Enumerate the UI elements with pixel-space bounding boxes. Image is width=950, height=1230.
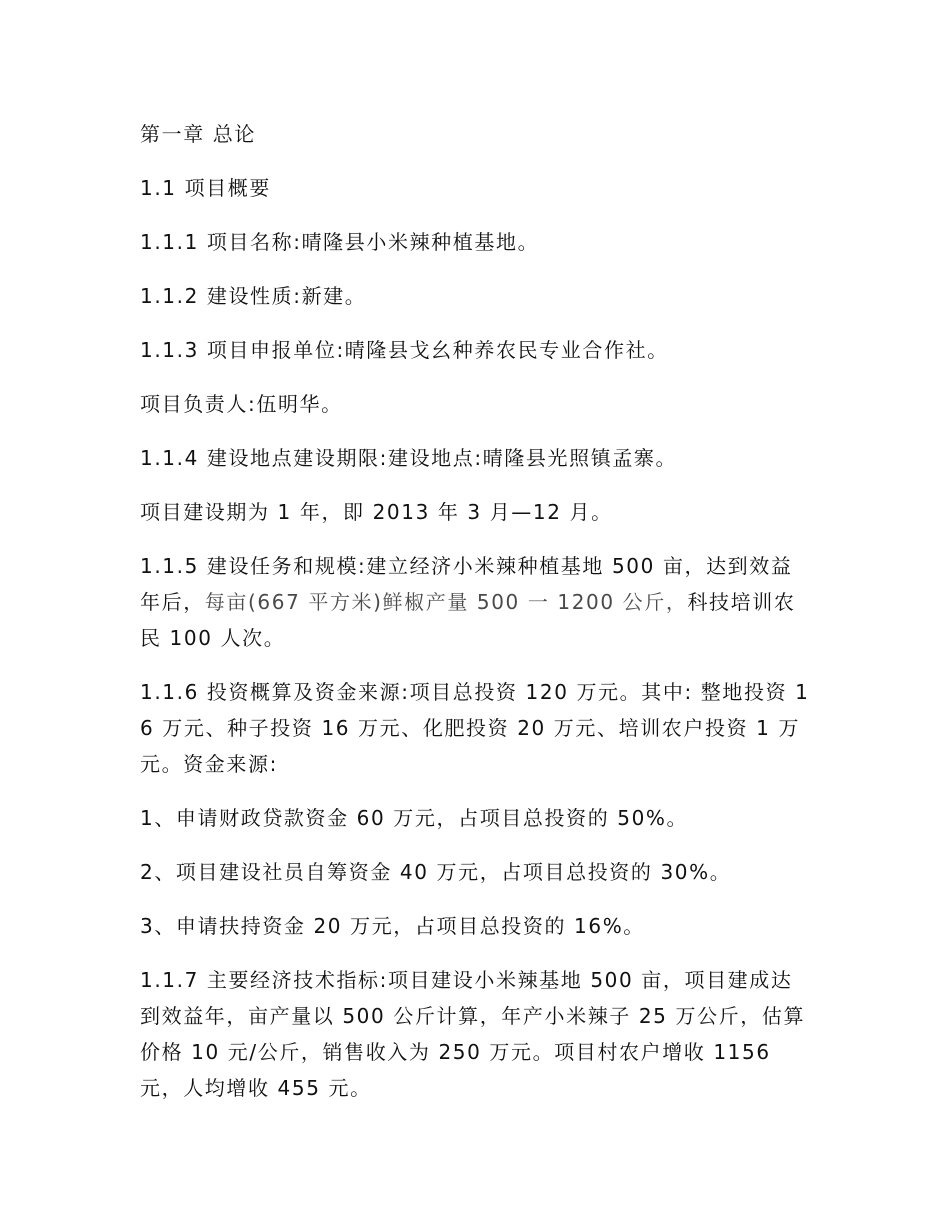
economic-indicators-paragraph: 1.1.7 主要经济技术指标:项目建设小米辣基地 500 亩，项目建成达到效益年，亩产量以 500 公斤计算，年产小米辣子 25 万公斤，估算价格 10 元/公斤，销售收入为 250 万元。项目村农户增收 1156 元，人均增收 455 元。 <box>140 968 806 1100</box>
fund-source-item-1: 1、申请财政贷款资金 60 万元，占项目总投资的 50%。 <box>140 806 689 830</box>
document-body <box>140 116 812 1124</box>
project-name-paragraph: 1.1.1 项目名称:晴隆县小米辣种植基地。 <box>140 230 540 254</box>
fund-source-item-3: 3、申请扶持资金 20 万元，占项目总投资的 16%。 <box>140 914 645 938</box>
project-leader-paragraph: 项目负责人:伍明华。 <box>140 392 343 416</box>
applicant-unit-paragraph: 1.1.3 项目申报单位:晴隆县戈幺种养农民专业合作社。 <box>140 338 669 362</box>
location-paragraph: 1.1.4 建设地点建设期限:建设地点:晴隆县光照镇孟寨。 <box>140 446 678 470</box>
investment-paragraph: 1.1.6 投资概算及资金来源:项目总投资 120 万元。其中: 整地投资 16 万元、种子投资 16 万元、化肥投资 20 万元、培训农户投资 1 万元。资金来源: <box>140 680 810 776</box>
scale-text-part-2: 每亩(667 平方米)鲜椒产量 500 一 1200 公斤， <box>204 590 688 614</box>
scale-text-part-3: 科技培训农民 100 人次。 <box>140 590 796 650</box>
fund-source-item-2: 2、项目建设社员自筹资金 40 万元，占项目总投资的 30%。 <box>140 860 732 884</box>
scale-paragraph <box>140 548 812 656</box>
scale-text-part-1: 1.1.5 建设任务和规模:建立经济小米辣种植基地 500 亩，达到效益年后， <box>140 554 793 614</box>
construction-nature-paragraph: 1.1.2 建设性质:新建。 <box>140 284 367 308</box>
construction-period-paragraph: 项目建设期为 1 年，即 2013 年 3 月—12 月。 <box>140 500 613 524</box>
chapter-title: 第一章 总论 <box>140 122 256 146</box>
section-title: 1.1 项目概要 <box>140 176 271 200</box>
